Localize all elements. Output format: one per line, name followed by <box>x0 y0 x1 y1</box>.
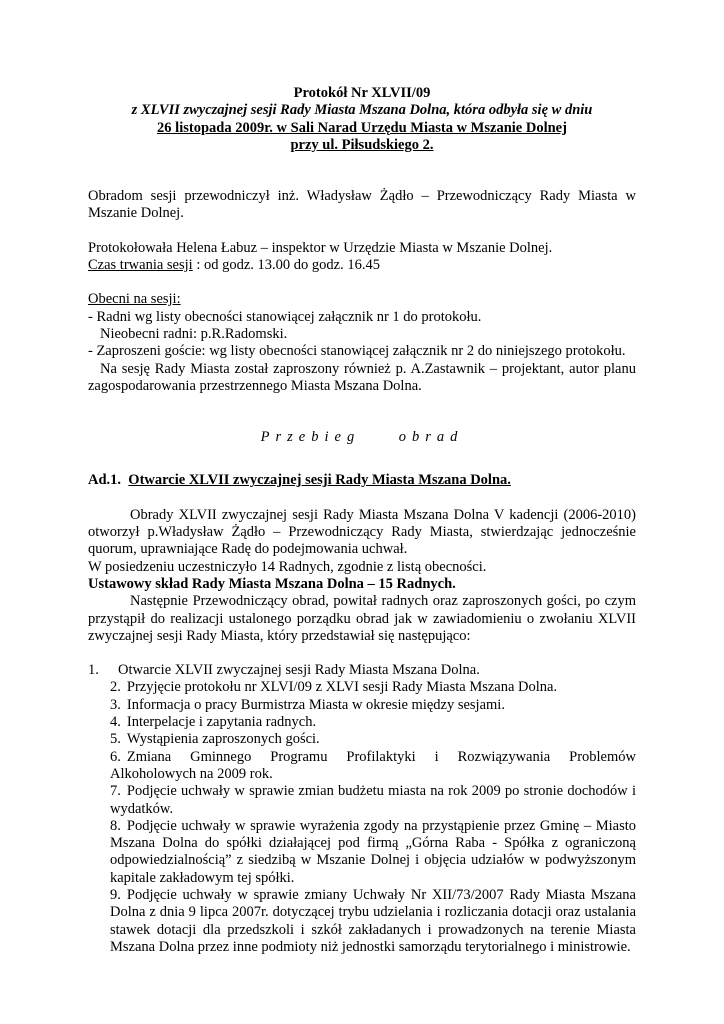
attendance-councillors: - Radni wg listy obecności stanowiącej załącznik nr 1 do protokołu. <box>88 308 482 325</box>
ad1-label: Ad.1. <box>88 472 122 489</box>
ad1-opening-paragraph: Obrady XLVII zwyczajnej sesji Rady Miasta Mszana Dolna V kadencji (2006-2010) otworzył p.Władysław Żądło – Przewodniczący Rady Miasta, stwierdzając jednocześnie quorum, uprawniające Radę do podejmowania uchwał. <box>88 506 636 558</box>
agenda-item: 6. Zmiana Gminnego Programu Profilaktyki i Rozwiązywania Problemów Alkoholowych na 2009 rok. <box>110 748 639 782</box>
agenda-item: 8. Podjęcie uchwały w sprawie wyrażenia zgody na przystąpienie przez Gminę – Miasto Mszana Dolna do spółki działającej pod firmą „Górna Raba - Spółka z ograniczoną odpowiedzialnością” z siedzibą w Mszanie Dolnej i objęcia udziałów w podwyższonym kapitale zakładowym tej spółki. <box>110 817 636 886</box>
agenda-item: 7. Podjęcie uchwały w sprawie zmian budżetu miasta na rok 2009 po stronie dochodów i wydatków. <box>110 783 636 817</box>
agenda-list <box>88 662 639 956</box>
recorder-paragraph: Protokołowała Helena Łabuz – inspektor w Urzędzie Miasta w Mszanie Dolnej. <box>88 239 553 256</box>
duration-line <box>88 257 636 274</box>
ad1-title: Otwarcie XLVII zwyczajnej sesji Rady Miasta Mszana Dolna. <box>128 472 511 489</box>
agenda-item: 3. Informacja o pracy Burmistrza Miasta w okresie między sesjami. <box>110 696 505 713</box>
agenda-item: 5. Wystąpienia zaproszonych gości. <box>110 731 320 748</box>
ad1-agenda-intro: Następnie Przewodniczący obrad, powitał radnych oraz zaproszonych gości, po czym przystąpił do realizacji ustalonego porządku obrad jak w zawiadomieniu o zwołaniu XLVII zwyczajnej sesji Rady Miasta, który przedstawiał się następująco: <box>88 593 636 644</box>
protocol-number: Protokół Nr XLVII/09 <box>293 85 431 101</box>
attendance-guests: - Zaproszeni goście: wg listy obecności stanowiącej załącznik nr 2 do niniejszego protokołu. <box>88 343 626 360</box>
session-address: przy ul. Piłsudskiego 2. <box>290 136 434 153</box>
ad1-participants: W posiedzeniu uczestniczyło 14 Radnych, zgodnie z listą obecności. <box>88 558 487 575</box>
ad1-statutory-composition: Ustawowy skład Rady Miasta Mszana Dolna – 15 Radnych. <box>88 575 456 592</box>
attendance-title: Obecni na sesji: <box>88 291 181 308</box>
protocol-header <box>88 85 636 154</box>
attendance-invited: Na sesję Rady Miasta został zaproszony również p. A.Zastawnik – projektant, autor planu zagospodarowania przestrzennego Miasta Mszana Dolna. <box>88 360 636 394</box>
agenda-item: 9. Podjęcie uchwały w sprawie zmiany Uchwały Nr XII/73/2007 Rady Miasta Mszana Dolna z dnia 9 lipca 2007r. dotyczącej trybu udzielania i rozliczania dotacji oraz ustalania stawek dotacji dla przedszkoli i szkół zakładanych i prowadzonych na terenie Miasta Mszana Dolna przez inne podmioty niż jednostki samorządu terytorialnego i ministrowie. <box>110 886 636 955</box>
chair-paragraph: Obradom sesji przewodniczył inż. Władysław Żądło – Przewodniczący Rady Miasta w Mszanie Dolnej. <box>88 188 636 222</box>
session-date-place: 26 listopada 2009r. w Sali Narad Urzędu Miasta w Mszanie Dolnej <box>157 119 567 136</box>
agenda-item: 1. Otwarcie XLVII zwyczajnej sesji Rady Miasta Mszana Dolna. <box>88 662 480 679</box>
duration-value: : od godz. 13.00 do godz. 16.45 <box>192 257 380 274</box>
section-title: Przebieg obrad <box>260 429 464 446</box>
session-description: z XLVII zwyczajnej sesji Rady Miasta Mszana Dolna, która odbyła się w dniu <box>131 102 593 119</box>
attendance-absent: Nieobecni radni: p.R.Radomski. <box>100 325 288 342</box>
ad1-heading <box>88 472 636 489</box>
duration-label: Czas trwania sesji <box>88 257 193 274</box>
agenda-item: 2. Przyjęcie protokołu nr XLVI/09 z XLVI sesji Rady Miasta Mszana Dolna. <box>110 679 558 696</box>
agenda-item: 4. Interpelacje i zapytania radnych. <box>110 714 317 731</box>
